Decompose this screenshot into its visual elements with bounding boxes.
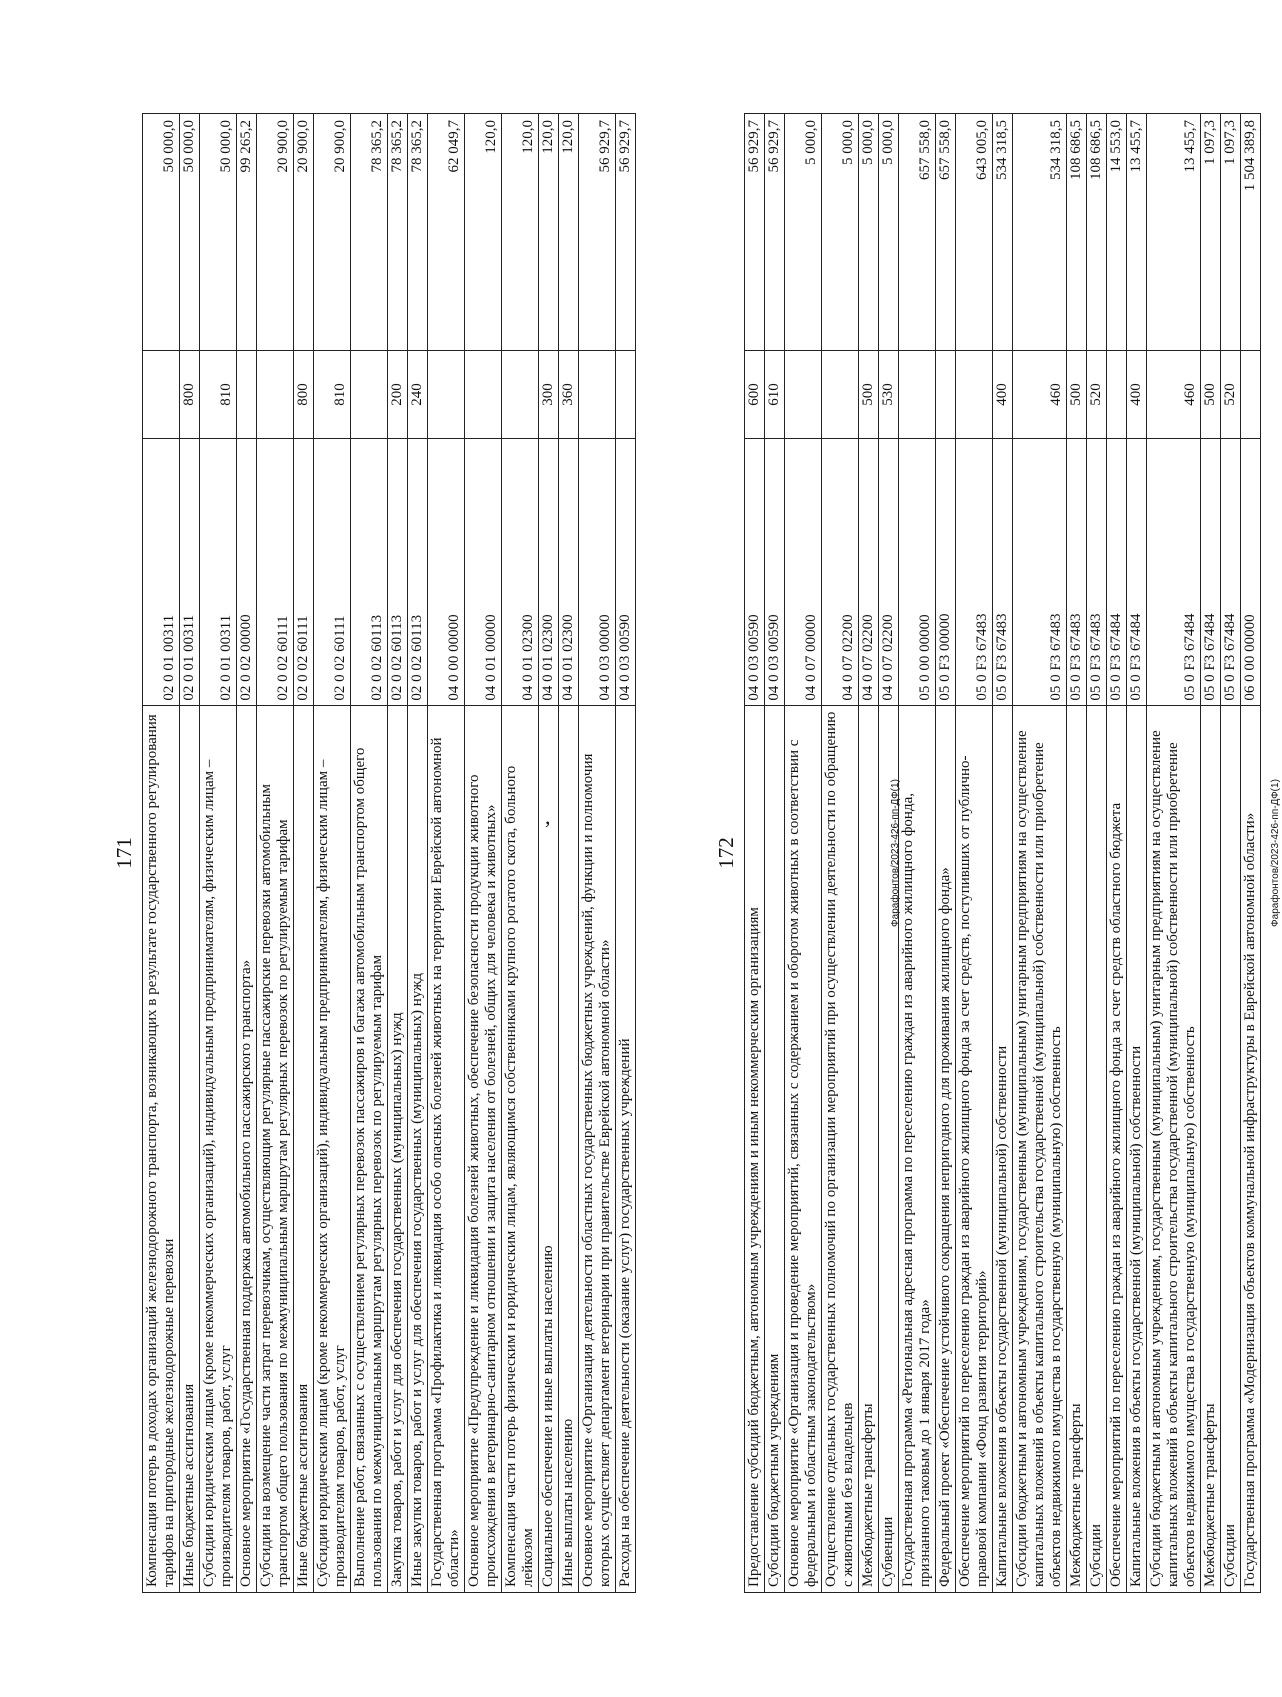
table-row — [408, 114, 428, 1593]
row-expense-type — [616, 350, 636, 439]
row-code: 04 0 07 02200 — [822, 439, 859, 705]
row-name: Обеспечение мероприятий по переселению граждан из аварийного жилищного фонда за счет средств областного бюджета — [1107, 705, 1127, 1592]
row-amount: 643 005,0 — [956, 114, 993, 351]
row-code: 04 0 03 00590 — [616, 439, 636, 705]
row-name: Государственная программа «Профилактика и ликвидация особо опасных болезней животных на территории Еврейской автономной области» — [428, 705, 465, 1592]
row-expense-type: 500 — [1201, 350, 1221, 439]
page-number: 171 — [112, 837, 136, 869]
table-row — [1127, 114, 1147, 1593]
row-name: Капитальные вложения в объекты государственной (муниципальной) собственности — [1127, 705, 1147, 1592]
row-code: 04 0 03 00590 — [745, 439, 765, 705]
row-code: 02 0 02 60113 — [351, 439, 388, 705]
row-amount: 50 000,0 — [143, 114, 180, 351]
row-name: Выполнение работ, связанных с осуществлением регулярных перевозок пассажиров и багажа автомобильным транспортом общего пользования по межмуниципальным маршрутам регулярных перевозок по регулируемым тарифам — [351, 705, 388, 1592]
row-name: Предоставление субсидий бюджетным, автономным учреждениям и иным некоммерческим организациям — [745, 705, 765, 1592]
row-amount: 534 318,5 — [1013, 114, 1067, 351]
table-row — [1107, 114, 1127, 1593]
row-expense-type — [785, 350, 822, 439]
row-code: 02 0 02 60113 — [388, 439, 408, 705]
row-expense-type: 500 — [859, 350, 879, 439]
row-code: 05 0 F3 67483 — [1067, 439, 1087, 705]
row-name: Субсидии бюджетным учреждениям — [765, 705, 785, 1592]
row-expense-type — [237, 350, 257, 439]
row-amount: 13 455,7 — [1147, 114, 1201, 351]
row-amount: 13 455,7 — [1127, 114, 1147, 351]
table-row — [1201, 114, 1221, 1593]
row-code: 05 0 F3 00000 — [936, 439, 956, 705]
row-expense-type: 200 — [388, 350, 408, 439]
row-expense-type: 810 — [314, 350, 351, 439]
scan-mark: , — [545, 804, 551, 829]
row-expense-type: 610 — [765, 350, 785, 439]
row-code: 05 0 F3 67483 — [1013, 439, 1067, 705]
table-row — [579, 114, 616, 1593]
row-amount: 108 686,5 — [1087, 114, 1107, 351]
row-expense-type: 500 — [1067, 350, 1087, 439]
row-name: Государственная программа «Модернизация объектов коммунальной инфраструктуры в Еврейской автономной области» — [1241, 705, 1261, 1592]
row-code: 04 0 03 00590 — [765, 439, 785, 705]
table-row — [351, 114, 388, 1593]
budget-table — [744, 113, 1261, 1593]
row-expense-type: 530 — [879, 350, 899, 439]
row-code: 04 0 00 00000 — [428, 439, 465, 705]
row-name: Основное мероприятие «Государственная поддержка автомобильного пассажирского транспорта» — [237, 705, 257, 1592]
row-name: Компенсация потерь в доходах организаций железнодорожного транспорта, возникающих в результате государственного регулирования тарифов на пригородные железнодорожные перевозки — [143, 705, 180, 1592]
row-amount: 56 929,7 — [745, 114, 765, 351]
row-expense-type: 460 — [1013, 350, 1067, 439]
row-code: 02 0 02 60111 — [257, 439, 294, 705]
row-expense-type — [822, 350, 859, 439]
row-code: 04 0 01 02300 — [559, 439, 579, 705]
row-name: Закупка товаров, работ и услуг для обеспечения государственных (муниципальных) нужд — [388, 705, 408, 1592]
table-row — [765, 114, 785, 1593]
row-amount: 56 929,7 — [616, 114, 636, 351]
row-code: 04 0 07 02200 — [879, 439, 899, 705]
table-row — [936, 114, 956, 1593]
row-name: Иные бюджетные ассигнования — [180, 705, 200, 1592]
row-code: 02 0 02 60111 — [314, 439, 351, 705]
row-code: 04 0 01 00000 — [465, 439, 502, 705]
table-row — [559, 114, 579, 1593]
row-code: 02 0 01 00311 — [200, 439, 237, 705]
row-expense-type: 300 — [539, 350, 559, 439]
row-amount: 120,0 — [502, 114, 539, 351]
row-code: 05 0 F3 67483 — [956, 439, 993, 705]
row-name: Иные выплаты населению — [559, 705, 579, 1592]
row-expense-type — [956, 350, 993, 439]
table-row — [257, 114, 294, 1593]
row-amount: 657 558,0 — [899, 114, 936, 351]
row-name: Основное мероприятие «Предупреждение и ликвидация болезней животных, обеспечение безопасности продукции животного происхождения в ветеринарно-санитарном отношении и защита населения от болезней, общих для человека и животных» — [465, 705, 502, 1592]
table-row — [993, 114, 1013, 1593]
table-row — [237, 114, 257, 1593]
row-expense-type — [899, 350, 936, 439]
row-name: Субсидии — [1221, 705, 1241, 1592]
table-row — [879, 114, 899, 1593]
row-name: Субсидии бюджетным и автономным учреждениям, государственным (муниципальным) унитарным предприятиям на осуществление капитальных вложений в объекты капитального строительства государственной (муниципальной) собственности или приобретение объектов недвижимого имущества в государственную (муниципальную) собственность — [1147, 705, 1201, 1592]
row-expense-type: 520 — [1087, 350, 1107, 439]
row-code: 04 0 01 02300 — [539, 439, 559, 705]
row-name: Субсидии юридическим лицам (кроме некоммерческих организаций), индивидуальным предпринимателям, физическим лицам – производителям товаров, работ, услуг — [200, 705, 237, 1592]
row-expense-type: 360 — [559, 350, 579, 439]
table-row — [822, 114, 859, 1593]
table-row — [859, 114, 879, 1593]
table-row — [1013, 114, 1067, 1593]
row-expense-type — [257, 350, 294, 439]
row-amount: 120,0 — [539, 114, 559, 351]
table-row — [502, 114, 539, 1593]
row-name: Субсидии — [1087, 705, 1107, 1592]
page-number: 172 — [714, 837, 738, 869]
table-row — [785, 114, 822, 1593]
row-amount: 5 000,0 — [822, 114, 859, 351]
row-amount: 78 365,2 — [351, 114, 388, 351]
row-name: Федеральный проект «Обеспечение устойчивого сокращения непригодного для проживания жилищного фонда» — [936, 705, 956, 1592]
row-expense-type: 400 — [1127, 350, 1147, 439]
row-expense-type: 240 — [408, 350, 428, 439]
table-row — [539, 114, 559, 1593]
row-amount: 56 929,7 — [579, 114, 616, 351]
table-row — [899, 114, 936, 1593]
row-expense-type: 600 — [745, 350, 765, 439]
row-name: Субсидии бюджетным и автономным учреждениям, государственным (муниципальным) унитарным предприятиям на осуществление капитальных вложений в объекты капитального строительства государственной (муниципальной) собственности или приобретение объектов недвижимого имущества в государственную (муниципальную) собственность — [1013, 705, 1067, 1592]
table-row — [745, 114, 765, 1593]
row-amount: 108 686,5 — [1067, 114, 1087, 351]
table-row — [428, 114, 465, 1593]
row-expense-type: 460 — [1147, 350, 1201, 439]
row-name: Основное мероприятие «Организация деятельности областных государственных бюджетных учреждений, функции и полномочия которых осуществляет департамент ветеринарии при правительстве Еврейской автономной области» — [579, 705, 616, 1592]
budget-table — [142, 113, 636, 1593]
row-expense-type — [351, 350, 388, 439]
row-expense-type — [143, 350, 180, 439]
row-expense-type: 520 — [1221, 350, 1241, 439]
row-code: 02 0 01 00311 — [143, 439, 180, 705]
row-code: 05 0 F3 67484 — [1221, 439, 1241, 705]
row-amount: 78 365,2 — [388, 114, 408, 351]
row-name: Субсидии на возмещение части затрат перевозчикам, осуществляющим регулярные пассажирские перевозки автомобильным транспортом общего пользования по межмуниципальным маршрутам регулярных перевозок по регулируемым тарифам — [257, 705, 294, 1592]
row-amount: 50 000,0 — [200, 114, 237, 351]
row-amount: 20 900,0 — [294, 114, 314, 351]
row-expense-type — [1107, 350, 1127, 439]
row-name: Осуществление отдельных государственных полномочий по организации мероприятий при осуществлении деятельности по обращению с животными без владельцев — [822, 705, 859, 1592]
row-amount: 20 900,0 — [314, 114, 351, 351]
row-name: Капитальные вложения в объекты государственной (муниципальной) собственности — [993, 705, 1013, 1592]
row-name: Межбюджетные трансферты — [1067, 705, 1087, 1592]
row-code: 02 0 02 60113 — [408, 439, 428, 705]
row-code: 05 0 00 00000 — [899, 439, 936, 705]
row-amount: 657 558,0 — [936, 114, 956, 351]
row-amount: 120,0 — [559, 114, 579, 351]
table-row — [465, 114, 502, 1593]
row-code: 06 0 00 00000 — [1241, 439, 1261, 705]
row-name: Социальное обеспечение и иные выплаты населению — [539, 705, 559, 1592]
table-row — [956, 114, 993, 1593]
row-amount: 50 000,0 — [180, 114, 200, 351]
table-body — [143, 114, 636, 1593]
row-amount: 99 265,2 — [237, 114, 257, 351]
row-name: Межбюджетные трансферты — [859, 705, 879, 1592]
table-row — [1067, 114, 1087, 1593]
row-expense-type: 800 — [180, 350, 200, 439]
row-name: Межбюджетные трансферты — [1201, 705, 1221, 1592]
row-amount: 1 504 389,8 — [1241, 114, 1261, 351]
table-row — [143, 114, 180, 1593]
row-code: 04 0 07 02200 — [859, 439, 879, 705]
table-row — [616, 114, 636, 1593]
row-name: Государственная программа «Региональная адресная программа по переселению граждан из аварийного жилищного фонда, признанного таковым до 1 января 2017 года» — [899, 705, 936, 1592]
row-code: 02 0 01 00311 — [180, 439, 200, 705]
row-amount: 20 900,0 — [257, 114, 294, 351]
row-expense-type: 400 — [993, 350, 1013, 439]
row-amount: 5 000,0 — [785, 114, 822, 351]
page-172 — [714, 113, 1282, 1593]
row-expense-type: 810 — [200, 350, 237, 439]
row-code: 04 0 03 00000 — [579, 439, 616, 705]
row-code: 02 0 02 00000 — [237, 439, 257, 705]
row-amount: 534 318,5 — [993, 114, 1013, 351]
row-code: 04 0 07 00000 — [785, 439, 822, 705]
row-expense-type — [936, 350, 956, 439]
row-expense-type — [428, 350, 465, 439]
row-name: Основное мероприятие «Организация и проведение мероприятий, связанных с содержанием и оборотом животных в соответствии с федеральным и областным законодательством» — [785, 705, 822, 1592]
row-amount: 5 000,0 — [879, 114, 899, 351]
row-code: 05 0 F3 67483 — [1087, 439, 1107, 705]
row-expense-type — [1241, 350, 1261, 439]
row-amount: 1 097,3 — [1221, 114, 1241, 351]
row-amount: 14 553,0 — [1107, 114, 1127, 351]
row-expense-type — [502, 350, 539, 439]
row-code: 05 0 F3 67484 — [1147, 439, 1201, 705]
row-expense-type — [465, 350, 502, 439]
row-code: 05 0 F3 67484 — [1201, 439, 1221, 705]
table-body — [745, 114, 1261, 1593]
row-name: Субсидии юридическим лицам (кроме некоммерческих организаций), индивидуальным предпринимателям, физическим лицам – производителям товаров, работ, услуг — [314, 705, 351, 1592]
row-name: Обеспечение мероприятий по переселению граждан из аварийного жилищного фонда за счет средств, поступивших от публично-правовой компании «Фонд развития территорий» — [956, 705, 993, 1592]
row-name: Расходы на обеспечение деятельности (оказание услуг) государственных учреждений — [616, 705, 636, 1592]
row-amount: 56 929,7 — [765, 114, 785, 351]
row-name: Иные закупки товаров, работ и услуг для обеспечения государственных (муниципальных) нужд — [408, 705, 428, 1592]
row-code: 05 0 F3 67484 — [1127, 439, 1147, 705]
table-row — [200, 114, 237, 1593]
table-row — [314, 114, 351, 1593]
row-expense-type: 800 — [294, 350, 314, 439]
row-code: 02 0 02 60111 — [294, 439, 314, 705]
row-name: Субвенции — [879, 705, 899, 1592]
row-code: 04 0 01 02300 — [502, 439, 539, 705]
table-row — [388, 114, 408, 1593]
row-code: 05 0 F3 67484 — [1107, 439, 1127, 705]
row-amount: 120,0 — [465, 114, 502, 351]
row-code: 05 0 F3 67483 — [993, 439, 1013, 705]
row-name: Компенсация части потерь физическим и юридическим лицам, являющимся собственниками крупного рогатого скота, больного лейкозом — [502, 705, 539, 1592]
table-row — [1241, 114, 1261, 1593]
row-amount: 62 049,7 — [428, 114, 465, 351]
row-expense-type — [579, 350, 616, 439]
table-row — [1087, 114, 1107, 1593]
table-row — [1147, 114, 1201, 1593]
page-footer: Фарафонтов/2023-426-пп-ДФ(1) — [890, 779, 901, 927]
row-amount: 1 097,3 — [1201, 114, 1221, 351]
row-amount: 5 000,0 — [859, 114, 879, 351]
row-name: Иные бюджетные ассигнования — [294, 705, 314, 1592]
table-row — [180, 114, 200, 1593]
row-amount: 78 365,2 — [408, 114, 428, 351]
table-row — [1221, 114, 1241, 1593]
page-footer: Фарафонтов/2023-426-пп-ДФ(1) — [1270, 779, 1281, 927]
table-row — [294, 114, 314, 1593]
